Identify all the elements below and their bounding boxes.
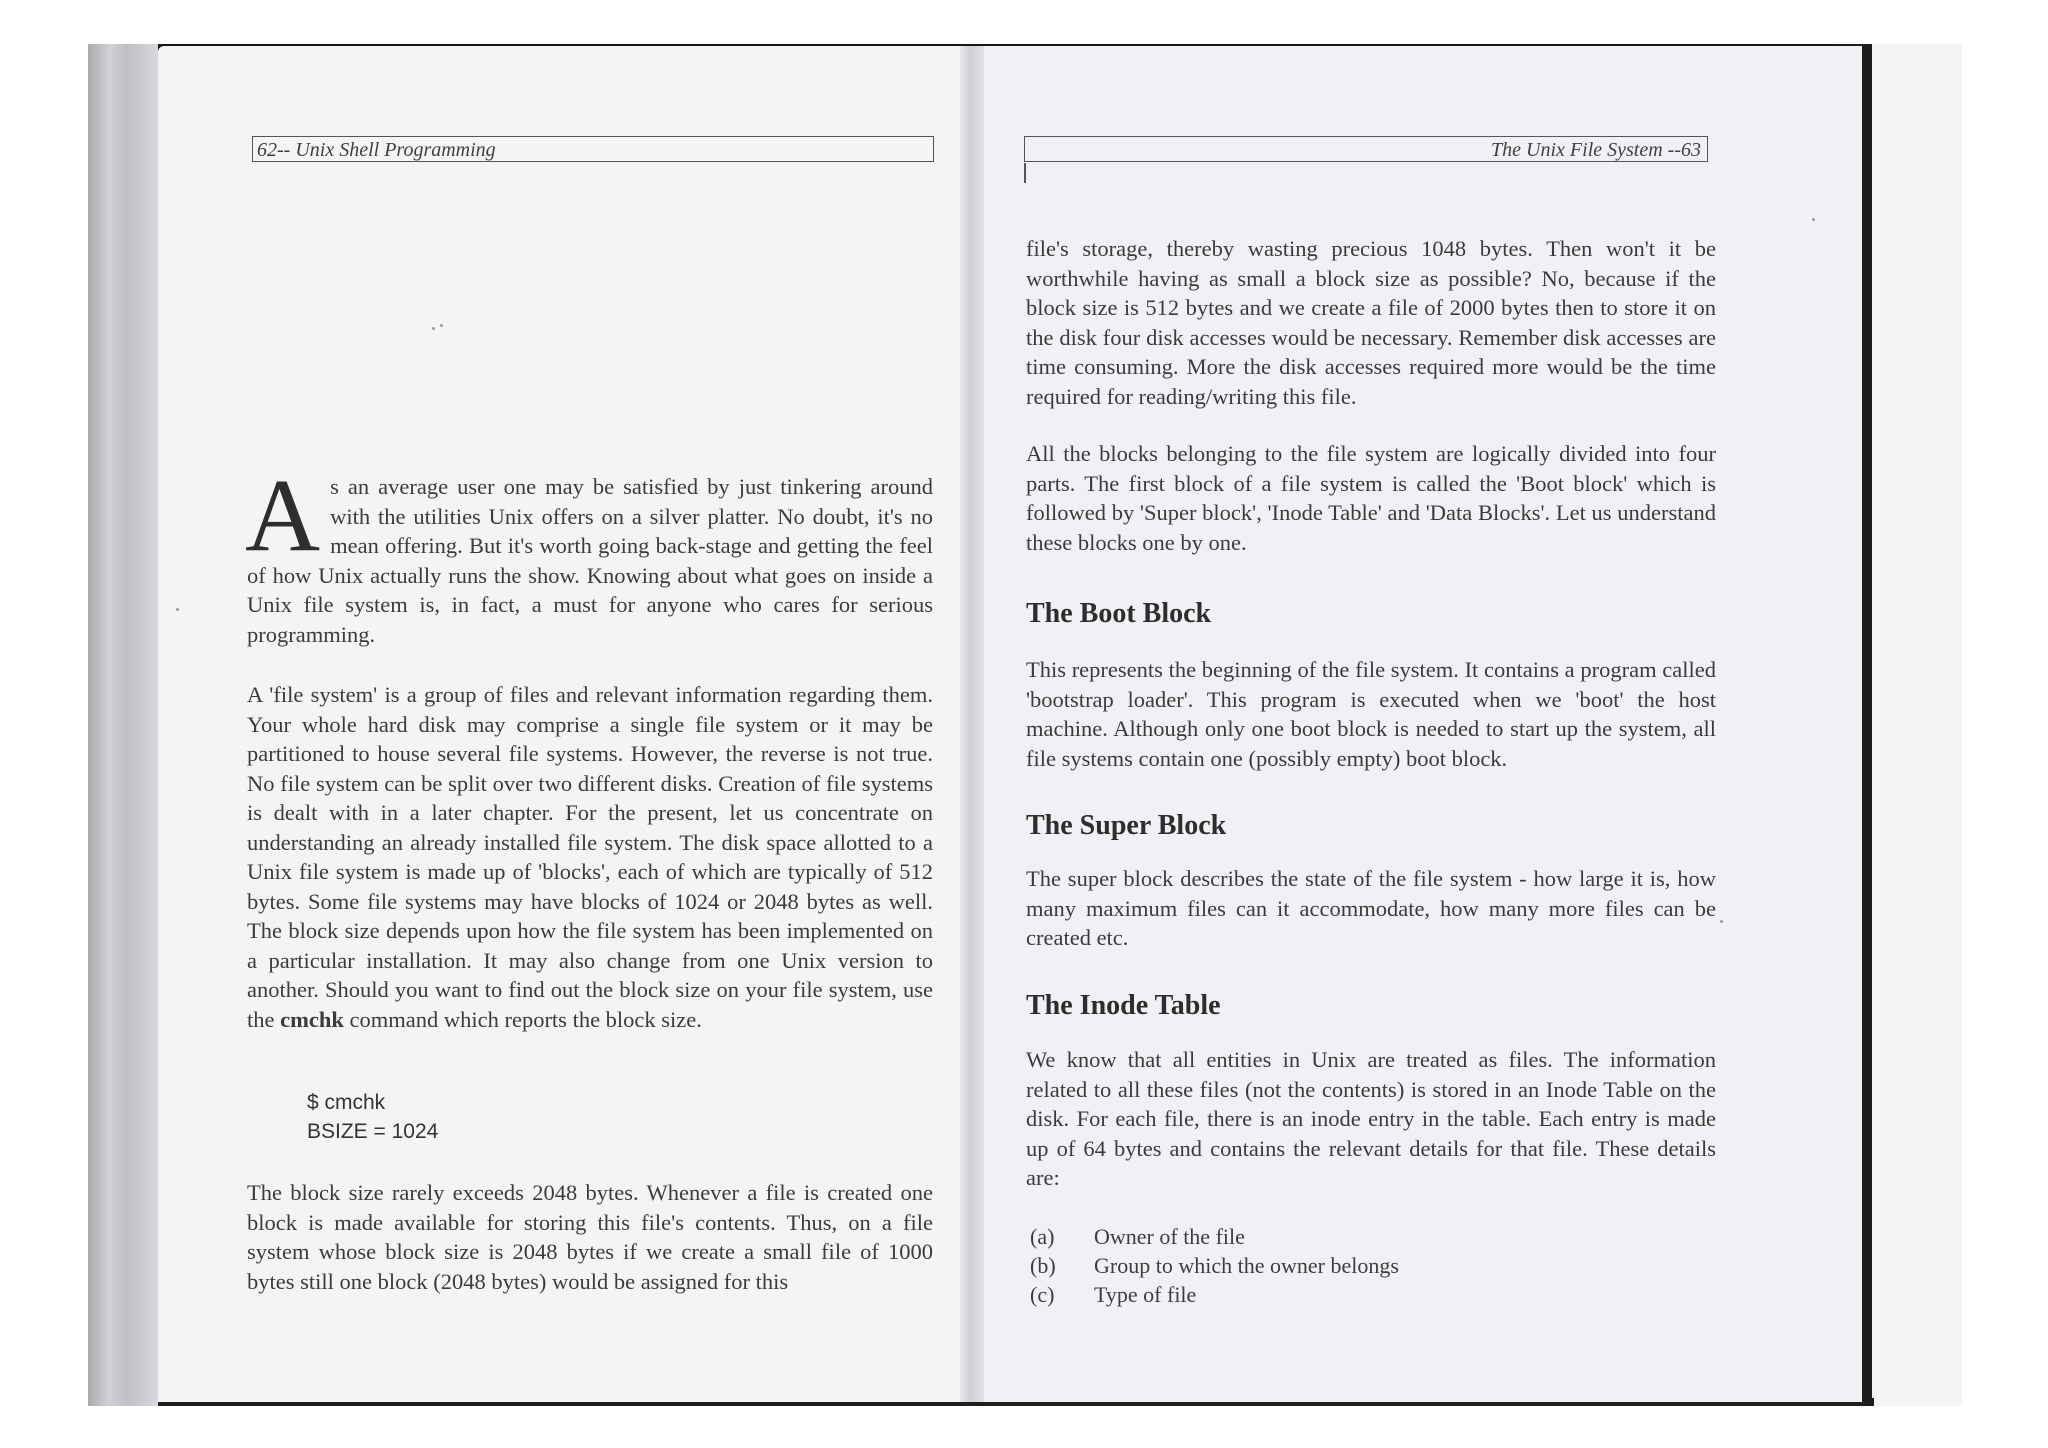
list-item-text: Type of file — [1094, 1282, 1197, 1307]
list-item-label: (a) — [1030, 1224, 1055, 1249]
inode-table-paragraph: We know that all entities in Unix are treated as files. The information related to all these files (not the contents) is stored in an Inode Table on the disk. For each file, there is an inode entry in the table. Each entry is made up of 64 bytes and contains the relevant details for that file. These details are: — [1026, 1047, 1716, 1190]
scan-speck — [1812, 218, 1815, 221]
heading-super-block: The Super Block — [1026, 810, 1227, 841]
scan-speck — [440, 324, 443, 327]
left-paragraph-2 — [247, 680, 933, 1034]
boot-block-paragraph: This represents the beginning of the file system. It contains a program called 'bootstrap loader'. This program is executed when we 'boot' the host machine. Although only one boot block is needed to start up the system, all file systems contain one (possibly empty) boot block. — [1026, 657, 1716, 771]
right-page-header — [1024, 136, 1708, 162]
left-paragraph-3: The block size rarely exceeds 2048 bytes. Whenever a file is created one block is made available for storing this file's contents. Thus, on a file system whose block size is 2048 bytes if we create a small file of 1000 bytes still one block (2048 bytes) would be assigned for this — [247, 1180, 933, 1294]
right-paragraph-1: file's storage, thereby wasting precious 1048 bytes. Then won't it be worthwhile having as small a block size as possible? No, because if the block size is 512 bytes and we create a file of 2000 bytes then to store it on the disk four disk accesses would be necessary. Remember disk accesses are time consuming. More the disk accesses required more would be the time required for reading/writing this file. — [1026, 236, 1716, 409]
list-item-label: (c) — [1030, 1282, 1055, 1307]
left-paragraph-1-text: s an average user one may be satisfied by just tinkering around with the utilities Unix offers on a silver platter. No doubt, it's no mean offering. But it's worth going back-stage and getting the feel of how Unix actually runs the show. Knowing about what goes on inside a Unix file system is, in fact, a must for anyone who cares for serious programming. — [247, 474, 933, 647]
left-paragraph-2-tail: command which reports the block size. — [349, 1006, 702, 1032]
heading-boot-block: The Boot Block — [1026, 598, 1212, 629]
header-rule-tick — [1024, 163, 1026, 183]
list-item — [1030, 1280, 1196, 1309]
scan-speck — [1720, 920, 1723, 923]
left-header-text: 62-- Unix Shell Programming — [257, 139, 496, 161]
code-line-2: BSIZE = 1024 — [307, 1120, 439, 1143]
list-item — [1030, 1251, 1399, 1280]
right-paragraph-2: All the blocks belonging to the file system are logically divided into four parts. The first block of a file system is called the 'Boot block' which is followed by 'Super block', 'Inode Table' and 'Data Blocks'. Let us understand these blocks one by one. — [1026, 441, 1716, 555]
left-paragraph-1 — [245, 458, 933, 649]
cmchk-command: cmchk — [280, 1006, 344, 1032]
scan-speck — [432, 327, 435, 330]
drop-cap: A — [245, 458, 321, 573]
list-item-text: Group to which the owner belongs — [1094, 1253, 1399, 1278]
heading-inode-table: The Inode Table — [1026, 990, 1221, 1021]
book-edge-left — [88, 44, 158, 1406]
super-block-paragraph: The super block describes the state of the file system - how large it is, how many maximum files can it accommodate, how many more files can be created etc. — [1026, 866, 1716, 950]
list-item-label: (b) — [1030, 1253, 1056, 1278]
book-edge-right — [1872, 44, 1962, 1406]
right-header-text: The Unix File System --63 — [1491, 139, 1701, 161]
left-page-header — [252, 136, 934, 162]
book-gutter — [960, 46, 984, 1402]
code-line-1: $ cmchk — [307, 1091, 386, 1114]
list-item-text: Owner of the file — [1094, 1224, 1245, 1249]
left-paragraph-2-text: A 'file system' is a group of files and relevant information regarding them. Your whole hard disk may comprise a single file system or it may be partitioned to house several file systems. However, the reverse is not true. No file system can be split over two different disks. Creation of file systems is dealt with in a later chapter. For the present, let us concentrate on understanding an already installed file system. The disk space allotted to a Unix file system is made up of 'blocks', each of which are typically of 512 bytes. Some file systems may have blocks of 1024 or 2048 bytes as well. The block size depends upon how the file system has been implemented on a particular installation. It may also change from one Unix version to another. Should you want to find out the block size on your file system, use the — [247, 682, 933, 1032]
list-item — [1030, 1222, 1245, 1251]
scan-speck — [176, 608, 179, 611]
